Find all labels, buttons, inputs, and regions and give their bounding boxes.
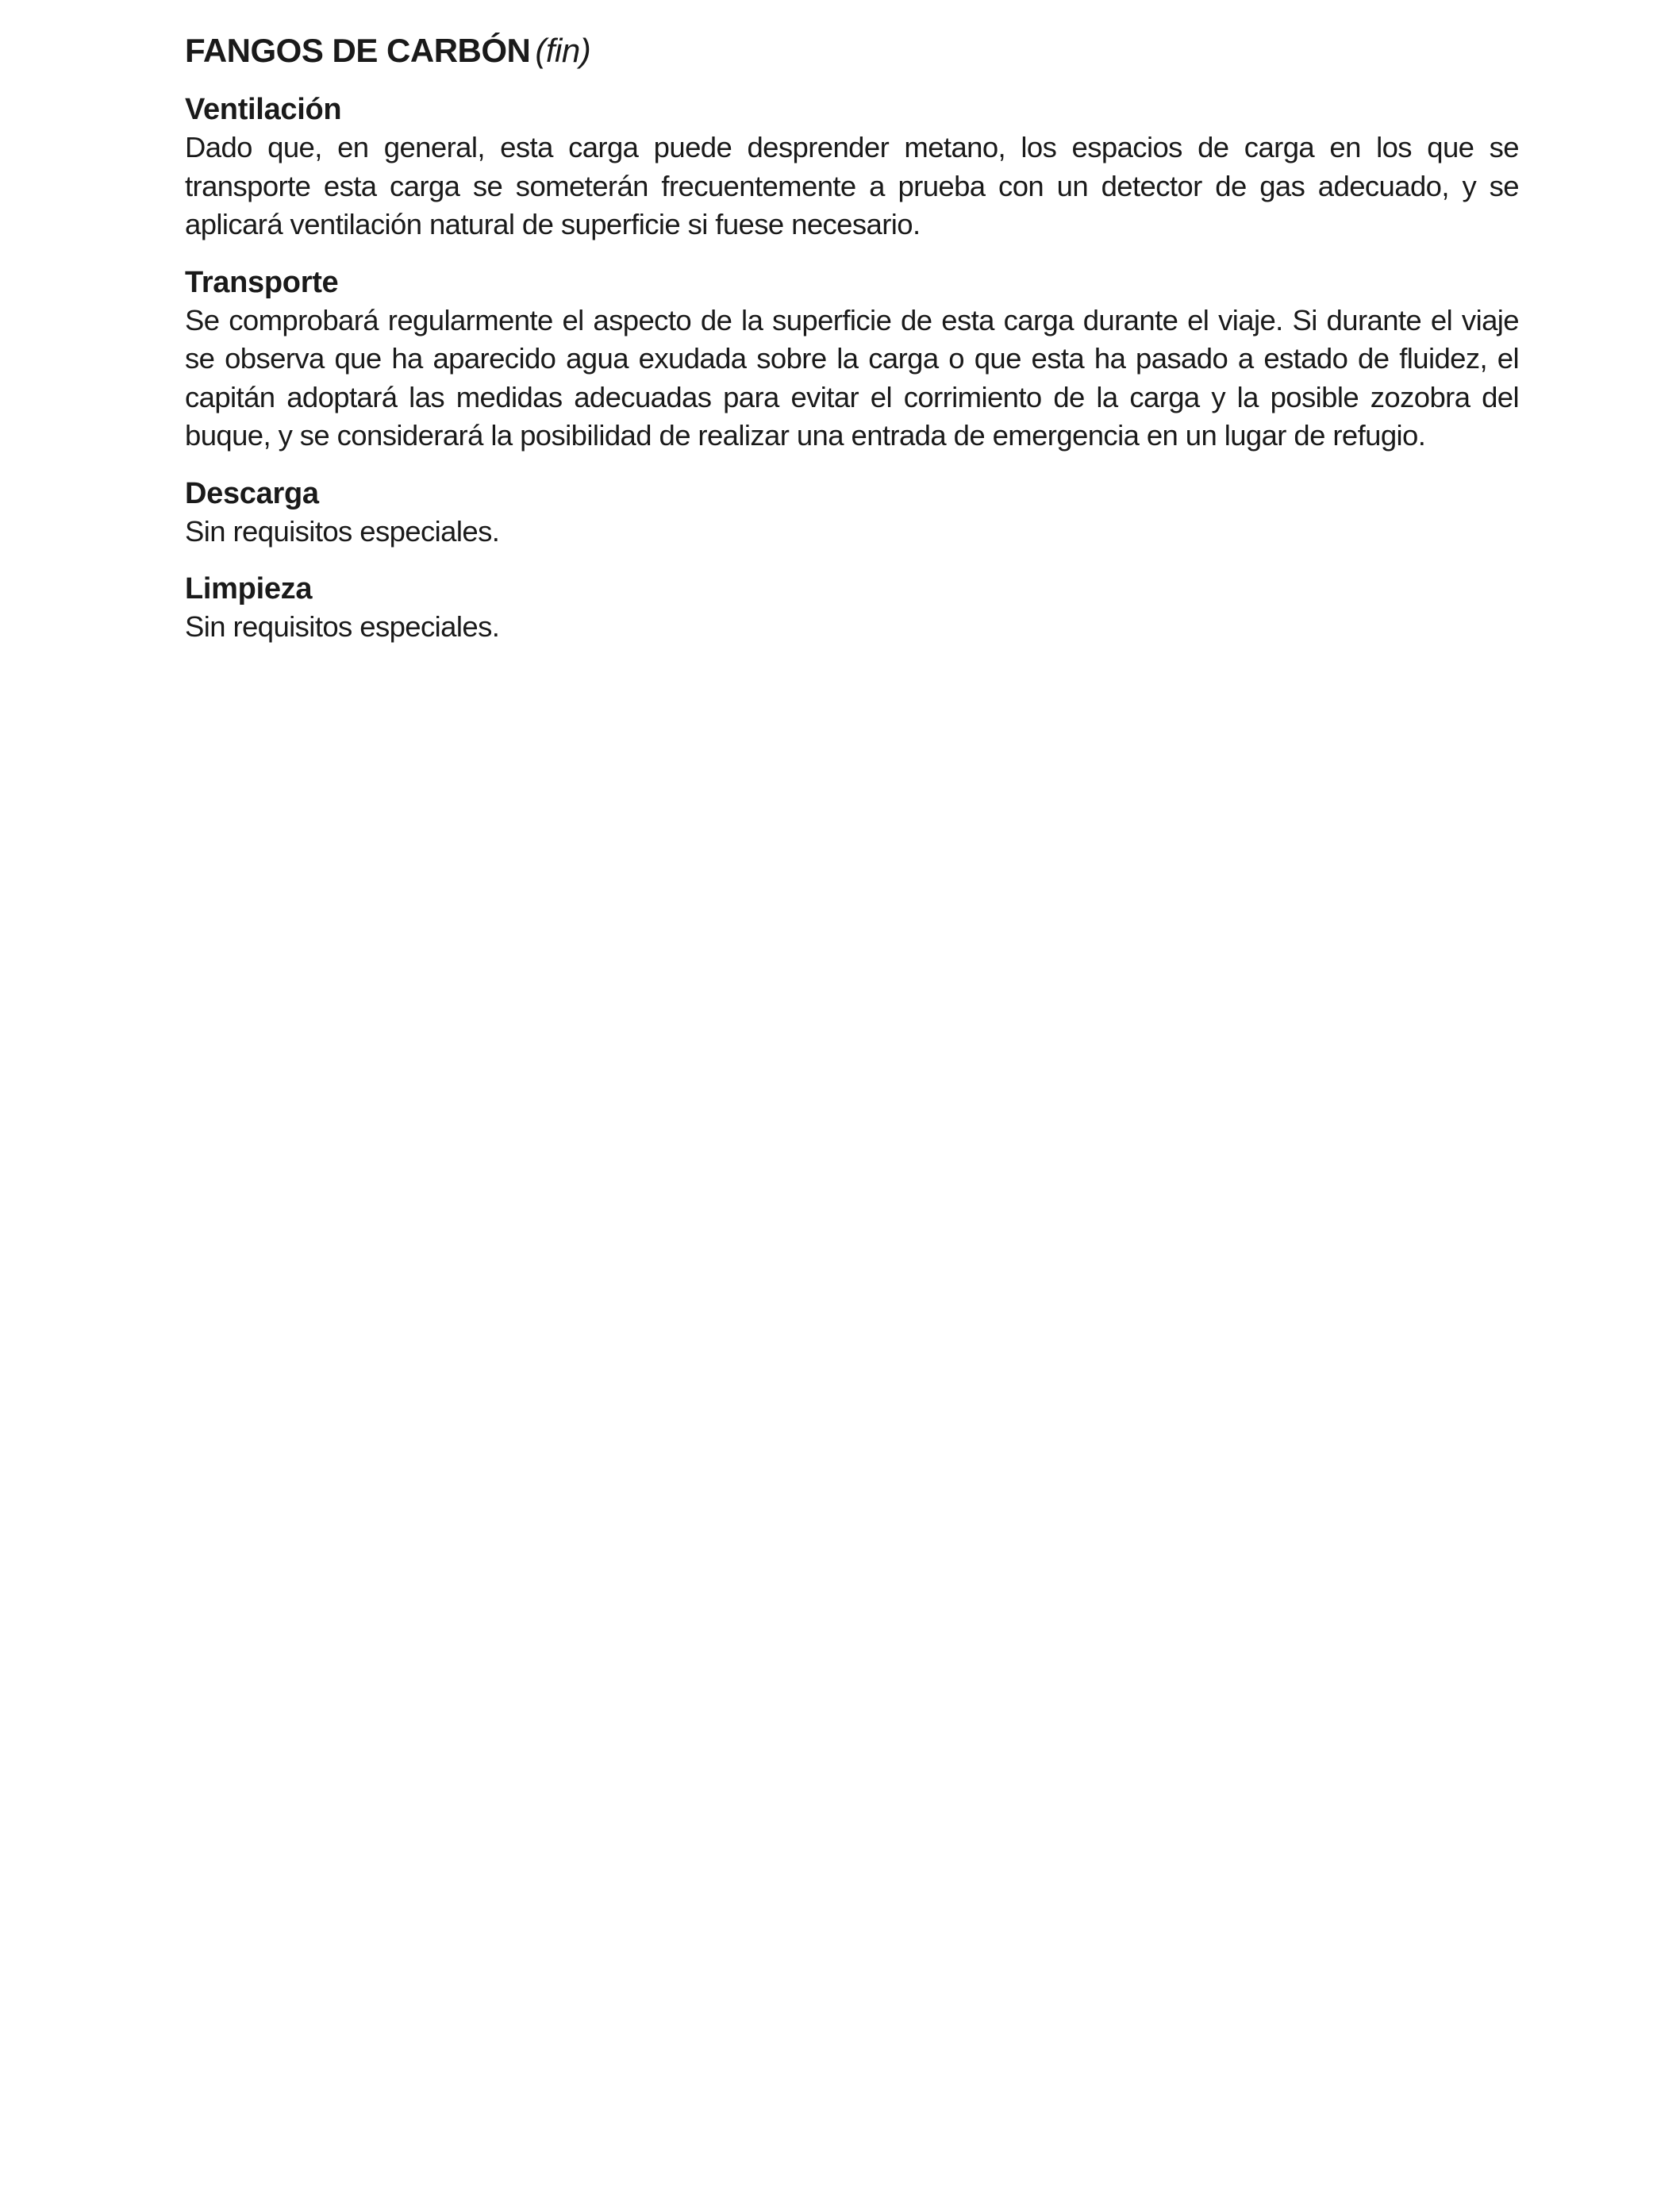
- section-body: Dado que, en general, esta carga puede desprender metano, los espacios de carga en los que se transporte esta carga se someterán frecuentemente a prueba con un detector de gas adecuado, y se aplicará ventilación natural de superficie si fuese necesario.: [185, 131, 1519, 240]
- section-limpieza: [185, 570, 1519, 647]
- section-heading: Ventilación: [185, 93, 342, 126]
- section-transporte: [185, 263, 1519, 456]
- section-body: Sin requisitos especiales.: [185, 610, 500, 643]
- section-heading: Descarga: [185, 476, 319, 510]
- document-page: [185, 29, 1519, 647]
- section-heading: Limpieza: [185, 572, 313, 606]
- section-heading: Transporte: [185, 265, 339, 299]
- page-title: [185, 29, 1519, 73]
- section-body: Se comprobará regularmente el aspecto de la superficie de esta carga durante el viaje. Si durante el viaje se observa que ha aparecido agua exudada sobre la carga o que esta ha pasado a estado de fluidez, el capitán adoptará las medidas adecuadas para evitar el corrimiento de la carga y la posible zozobra del buque, y se considerará la posibilidad de realizar una entrada de emergencia en un lugar de refugio.: [185, 303, 1519, 452]
- page-title-text: FANGOS DE CARBÓN: [185, 32, 531, 69]
- section-body: Sin requisitos especiales.: [185, 514, 500, 548]
- page-title-suffix: (fin): [535, 32, 591, 69]
- section-ventilacion: [185, 90, 1519, 244]
- section-descarga: [185, 475, 1519, 552]
